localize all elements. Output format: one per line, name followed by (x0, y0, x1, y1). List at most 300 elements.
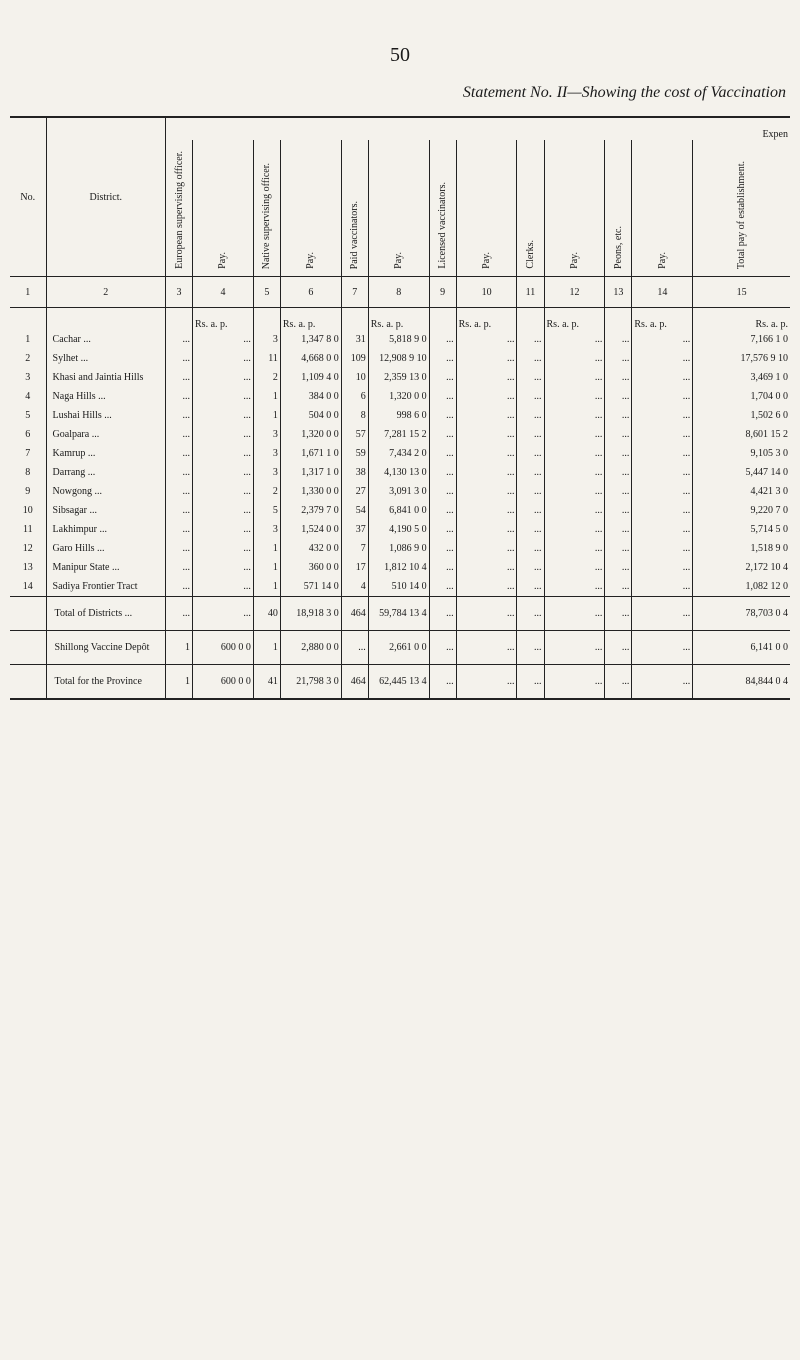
cell-c11: ... (517, 444, 544, 463)
column-number: 5 (253, 277, 280, 308)
cell-c8: 1,812 10 4 (368, 558, 429, 577)
row-number-blank (10, 597, 46, 631)
cell-c10: ... (456, 482, 517, 501)
cell-c3: ... (165, 539, 192, 558)
cell-c13: ... (605, 558, 632, 577)
cell-c10: ... (456, 349, 517, 368)
cell-c9: ... (429, 597, 456, 631)
row-number: 10 (22, 505, 33, 516)
cell-c15: 1,518 9 0 (693, 539, 790, 558)
cell-c4: ... (193, 539, 254, 558)
cell-c3: ... (165, 425, 192, 444)
header-paid-vaccinators (341, 140, 368, 277)
cell-c6: 571 14 0 (280, 577, 341, 597)
cell-c13: ... (605, 349, 632, 368)
header-pay (544, 140, 605, 277)
cell-c3: ... (165, 330, 192, 349)
cell-c13: ... (605, 463, 632, 482)
header-clerks-label: Clerks. (525, 240, 536, 269)
cell-c3: ... (165, 463, 192, 482)
cell-c5: 1 (253, 558, 280, 577)
cell-c3: ... (165, 520, 192, 539)
header-native-officer (253, 140, 280, 277)
cell-c11: ... (517, 425, 544, 444)
cell-c15: 1,082 12 0 (693, 577, 790, 597)
cell-c5: 40 (253, 597, 280, 631)
cell-c10: ... (456, 425, 517, 444)
cell-c3: ... (165, 406, 192, 425)
cell-c15: 84,844 0 4 (693, 665, 790, 700)
district-name: Khasi and Jaintia Hills (46, 368, 165, 387)
cell-c12: ... (544, 597, 605, 631)
cell-c11: ... (517, 463, 544, 482)
column-number: 4 (193, 277, 254, 308)
unit-label: Rs. a. p. (544, 308, 605, 331)
cell-c3: ... (165, 597, 192, 631)
column-number: 8 (368, 277, 429, 308)
cell-c5: 3 (253, 444, 280, 463)
cell-c15: 5,714 5 0 (693, 520, 790, 539)
cell-c6: 1,330 0 0 (280, 482, 341, 501)
cell-c9: ... (429, 406, 456, 425)
header-pay-label: Pay. (568, 252, 580, 269)
cell-c14: ... (632, 631, 693, 665)
row-number: 7 (25, 448, 31, 459)
table-row (10, 539, 790, 558)
cell-c8: 7,434 2 0 (368, 444, 429, 463)
cell-c15: 2,172 10 4 (693, 558, 790, 577)
page-number: 50 (390, 44, 410, 66)
row-number: 13 (22, 562, 33, 573)
header-european-officer-label: European supervising officer. (173, 151, 185, 269)
cell-c8: 1,086 9 0 (368, 539, 429, 558)
cell-c14: ... (632, 406, 693, 425)
header-pay (456, 140, 517, 277)
column-number: 3 (165, 277, 192, 308)
district-name: Goalpara ... (46, 425, 165, 444)
table-row (10, 349, 790, 368)
total-label: Total for the Province (46, 665, 165, 700)
cell-c4: ... (193, 482, 254, 501)
cell-c6: 1,524 0 0 (280, 520, 341, 539)
table-row (10, 406, 790, 425)
cell-c14: ... (632, 482, 693, 501)
cell-c15: 1,502 6 0 (693, 406, 790, 425)
row-number-blank (10, 665, 46, 700)
cell-c3: ... (165, 444, 192, 463)
cell-c5: 1 (253, 539, 280, 558)
header-pay (368, 140, 429, 277)
cell-c10: ... (456, 520, 517, 539)
cell-c8: 1,320 0 0 (368, 387, 429, 406)
cell-c11: ... (517, 482, 544, 501)
cell-c6: 2,379 7 0 (280, 501, 341, 520)
column-number: 6 (280, 277, 341, 308)
cell-c7: 6 (341, 387, 368, 406)
district-name: Darrang ... (46, 463, 165, 482)
table-row (10, 444, 790, 463)
cell-c11: ... (517, 368, 544, 387)
cell-c4: ... (193, 368, 254, 387)
cell-c4: ... (193, 463, 254, 482)
cell-c6: 2,880 0 0 (280, 631, 341, 665)
total-row (10, 665, 790, 700)
cell-c9: ... (429, 482, 456, 501)
cell-c4: ... (193, 330, 254, 349)
cell-c4: 600 0 0 (193, 631, 254, 665)
district-name: Lushai Hills ... (46, 406, 165, 425)
cell-c14: ... (632, 501, 693, 520)
header-european-officer (165, 140, 192, 277)
cell-c9: ... (429, 463, 456, 482)
header-licensed-vaccinators (429, 140, 456, 277)
cell-c6: 18,918 3 0 (280, 597, 341, 631)
row-number: 3 (25, 372, 31, 383)
cell-c3: ... (165, 501, 192, 520)
cell-c9: ... (429, 558, 456, 577)
header-no: No. (10, 117, 46, 277)
cell-c15: 3,469 1 0 (693, 368, 790, 387)
cell-c5: 41 (253, 665, 280, 700)
cell-c13: ... (605, 501, 632, 520)
title-part-1: Statement No. II— (462, 84, 582, 101)
cell-c6: 4,668 0 0 (280, 349, 341, 368)
cell-c11: ... (517, 558, 544, 577)
cell-c4: ... (193, 425, 254, 444)
cell-c4: 600 0 0 (193, 665, 254, 700)
cell-c14: ... (632, 539, 693, 558)
unit-label: Rs. a. p. (456, 308, 517, 331)
cell-c8: 998 6 0 (368, 406, 429, 425)
cell-c14: ... (632, 349, 693, 368)
cell-c9: ... (429, 539, 456, 558)
cell-c14: ... (632, 665, 693, 700)
cell-c7: 57 (341, 425, 368, 444)
cell-c4: ... (193, 558, 254, 577)
column-number-row (10, 277, 790, 308)
cell-c10: ... (456, 558, 517, 577)
cell-c5: 2 (253, 368, 280, 387)
cell-c9: ... (429, 520, 456, 539)
cell-c12: ... (544, 349, 605, 368)
header-total-pay (693, 140, 790, 277)
row-number: 14 (22, 581, 33, 592)
cell-c12: ... (544, 631, 605, 665)
column-number: 12 (544, 277, 605, 308)
header-pay (632, 140, 693, 277)
cell-c14: ... (632, 558, 693, 577)
cell-c8: 59,784 13 4 (368, 597, 429, 631)
cell-c14: ... (632, 463, 693, 482)
cell-c7: 7 (341, 539, 368, 558)
cell-c11: ... (517, 330, 544, 349)
cell-c12: ... (544, 368, 605, 387)
cell-c8: 5,818 9 0 (368, 330, 429, 349)
cell-c10: ... (456, 368, 517, 387)
column-number: 9 (429, 277, 456, 308)
cell-c14: ... (632, 387, 693, 406)
header-pay (280, 140, 341, 277)
cell-c9: ... (429, 368, 456, 387)
cell-c13: ... (605, 631, 632, 665)
cell-c9: ... (429, 631, 456, 665)
table-row (10, 463, 790, 482)
cell-c8: 62,445 13 4 (368, 665, 429, 700)
cell-c15: 1,704 0 0 (693, 387, 790, 406)
cell-c14: ... (632, 577, 693, 597)
cell-c11: ... (517, 406, 544, 425)
table-row (10, 558, 790, 577)
cell-c13: ... (605, 425, 632, 444)
header-pay (193, 140, 254, 277)
row-number: 11 (22, 524, 33, 535)
cell-c4: ... (193, 577, 254, 597)
cell-c3: ... (165, 387, 192, 406)
unit-label: Rs. a. p. (280, 308, 341, 331)
cell-c10: ... (456, 406, 517, 425)
cell-c7: 10 (341, 368, 368, 387)
header-paid-vaccinators-label: Paid vaccinators. (349, 200, 361, 269)
cell-c6: 1,320 0 0 (280, 425, 341, 444)
unit-label: Rs. a. p. (693, 308, 790, 331)
cell-c13: ... (605, 539, 632, 558)
cell-c10: ... (456, 539, 517, 558)
cell-c4: ... (193, 349, 254, 368)
header-clerks (517, 140, 544, 277)
cell-c10: ... (456, 387, 517, 406)
cell-c10: ... (456, 665, 517, 700)
unit-label: Rs. a. p. (193, 308, 254, 331)
cell-c12: ... (544, 577, 605, 597)
column-number: 13 (605, 277, 632, 308)
row-number: 1 (25, 334, 31, 345)
header-pay-label: Pay. (305, 252, 317, 269)
cell-c11: ... (517, 597, 544, 631)
cell-c10: ... (456, 597, 517, 631)
cell-c15: 9,220 7 0 (693, 501, 790, 520)
cell-c11: ... (517, 349, 544, 368)
cell-c12: ... (544, 406, 605, 425)
cell-c10: ... (456, 501, 517, 520)
cell-c12: ... (544, 501, 605, 520)
cell-c9: ... (429, 387, 456, 406)
cell-c14: ... (632, 444, 693, 463)
cell-c3: ... (165, 482, 192, 501)
cell-c5: 3 (253, 330, 280, 349)
cell-c13: ... (605, 330, 632, 349)
cell-c7: 464 (341, 665, 368, 700)
cell-c3: ... (165, 558, 192, 577)
column-number: 2 (46, 277, 165, 308)
cell-c8: 7,281 15 2 (368, 425, 429, 444)
cell-c7: 4 (341, 577, 368, 597)
cell-c7: 37 (341, 520, 368, 539)
cell-c12: ... (544, 387, 605, 406)
cell-c8: 12,908 9 10 (368, 349, 429, 368)
cell-c7: 59 (341, 444, 368, 463)
column-number: 10 (456, 277, 517, 308)
cell-c13: ... (605, 444, 632, 463)
cell-c13: ... (605, 520, 632, 539)
cell-c6: 504 0 0 (280, 406, 341, 425)
cell-c14: ... (632, 330, 693, 349)
total-row (10, 631, 790, 665)
cell-c5: 3 (253, 520, 280, 539)
district-name: Kamrup ... (46, 444, 165, 463)
cell-c5: 1 (253, 406, 280, 425)
cell-c8: 4,130 13 0 (368, 463, 429, 482)
table-row (10, 387, 790, 406)
cell-c4: ... (193, 501, 254, 520)
cell-c8: 6,841 0 0 (368, 501, 429, 520)
header-pay-label: Pay. (656, 252, 668, 269)
row-number: 5 (25, 410, 31, 421)
cell-c14: ... (632, 597, 693, 631)
cell-c15: 8,601 15 2 (693, 425, 790, 444)
cell-c15: 6,141 0 0 (693, 631, 790, 665)
cell-c5: 1 (253, 631, 280, 665)
cell-c13: ... (605, 482, 632, 501)
header-district: District. (46, 117, 165, 277)
unit-label: Rs. a. p. (632, 308, 693, 331)
cell-c13: ... (605, 406, 632, 425)
cell-c13: ... (605, 597, 632, 631)
district-name: Manipur State ... (46, 558, 165, 577)
district-name: Garo Hills ... (46, 539, 165, 558)
cell-c13: ... (605, 387, 632, 406)
cell-c9: ... (429, 501, 456, 520)
statement-title (463, 84, 786, 102)
column-number: 15 (693, 277, 790, 308)
cell-c12: ... (544, 482, 605, 501)
cell-c6: 1,109 4 0 (280, 368, 341, 387)
cell-c12: ... (544, 330, 605, 349)
table-row (10, 501, 790, 520)
cell-c7: 54 (341, 501, 368, 520)
cell-c12: ... (544, 444, 605, 463)
header-peons (605, 140, 632, 277)
cell-c5: 3 (253, 463, 280, 482)
cell-c12: ... (544, 558, 605, 577)
cell-c7: 109 (341, 349, 368, 368)
cell-c7: 27 (341, 482, 368, 501)
cell-c10: ... (456, 444, 517, 463)
cell-c12: ... (544, 665, 605, 700)
header-pay-label: Pay. (217, 252, 229, 269)
cell-c14: ... (632, 368, 693, 387)
header-peons-label: Peons, etc. (612, 225, 624, 269)
table-row (10, 520, 790, 539)
cell-c15: 9,105 3 0 (693, 444, 790, 463)
cell-c14: ... (632, 520, 693, 539)
table-row (10, 330, 790, 349)
cell-c12: ... (544, 539, 605, 558)
cell-c13: ... (605, 368, 632, 387)
cell-c7: ... (341, 631, 368, 665)
cell-c6: 384 0 0 (280, 387, 341, 406)
cell-c9: ... (429, 577, 456, 597)
cell-c6: 1,317 1 0 (280, 463, 341, 482)
title-part-2: Showing the cost of Vaccination (581, 84, 786, 101)
cell-c4: ... (193, 597, 254, 631)
cell-c6: 1,347 8 0 (280, 330, 341, 349)
column-number: 1 (10, 277, 46, 308)
cell-c9: ... (429, 349, 456, 368)
header-expenditure (165, 117, 790, 140)
cell-c9: ... (429, 425, 456, 444)
cell-c5: 11 (253, 349, 280, 368)
cell-c13: ... (605, 665, 632, 700)
cell-c11: ... (517, 387, 544, 406)
cell-c5: 1 (253, 577, 280, 597)
header-native-officer-label: Native supervising officer. (261, 162, 273, 269)
cell-c4: ... (193, 387, 254, 406)
row-number: 4 (25, 391, 31, 402)
cell-c6: 21,798 3 0 (280, 665, 341, 700)
table-row (10, 368, 790, 387)
row-number: 6 (25, 429, 31, 440)
header-pay-label: Pay. (393, 252, 405, 269)
cell-c7: 38 (341, 463, 368, 482)
column-number: 7 (341, 277, 368, 308)
total-row (10, 597, 790, 631)
cell-c5: 3 (253, 425, 280, 444)
cell-c11: ... (517, 577, 544, 597)
cell-c11: ... (517, 539, 544, 558)
district-name: Sibsagar ... (46, 501, 165, 520)
cell-c9: ... (429, 330, 456, 349)
cell-c10: ... (456, 463, 517, 482)
unit-label: Rs. a. p. (368, 308, 429, 331)
district-rows (10, 330, 790, 597)
header-licensed-vaccinators-label: Licensed vaccinators. (437, 182, 449, 269)
row-number: 9 (25, 486, 31, 497)
table-row (10, 482, 790, 501)
district-name: Nowgong ... (46, 482, 165, 501)
cell-c14: ... (632, 425, 693, 444)
table-row (10, 425, 790, 444)
vaccination-cost-table (10, 116, 790, 700)
cell-c9: ... (429, 665, 456, 700)
cell-c15: 17,576 9 10 (693, 349, 790, 368)
row-number: 12 (22, 543, 33, 554)
cell-c6: 432 0 0 (280, 539, 341, 558)
column-number: 14 (632, 277, 693, 308)
cell-c15: 4,421 3 0 (693, 482, 790, 501)
cell-c4: ... (193, 520, 254, 539)
cell-c11: ... (517, 665, 544, 700)
cell-c12: ... (544, 463, 605, 482)
row-number: 8 (25, 467, 31, 478)
cell-c5: 1 (253, 387, 280, 406)
cell-c6: 360 0 0 (280, 558, 341, 577)
header-total-pay-label: Total pay of establishment. (736, 160, 748, 269)
cell-c15: 78,703 0 4 (693, 597, 790, 631)
cell-c9: ... (429, 444, 456, 463)
cell-c10: ... (456, 577, 517, 597)
cell-c6: 1,671 1 0 (280, 444, 341, 463)
row-number-blank (10, 631, 46, 665)
cell-c3: 1 (165, 631, 192, 665)
cell-c7: 17 (341, 558, 368, 577)
cell-c15: 7,166 1 0 (693, 330, 790, 349)
cell-c5: 5 (253, 501, 280, 520)
cell-c11: ... (517, 501, 544, 520)
cell-c11: ... (517, 520, 544, 539)
district-name: Naga Hills ... (46, 387, 165, 406)
column-number: 11 (517, 277, 544, 308)
cell-c7: 31 (341, 330, 368, 349)
